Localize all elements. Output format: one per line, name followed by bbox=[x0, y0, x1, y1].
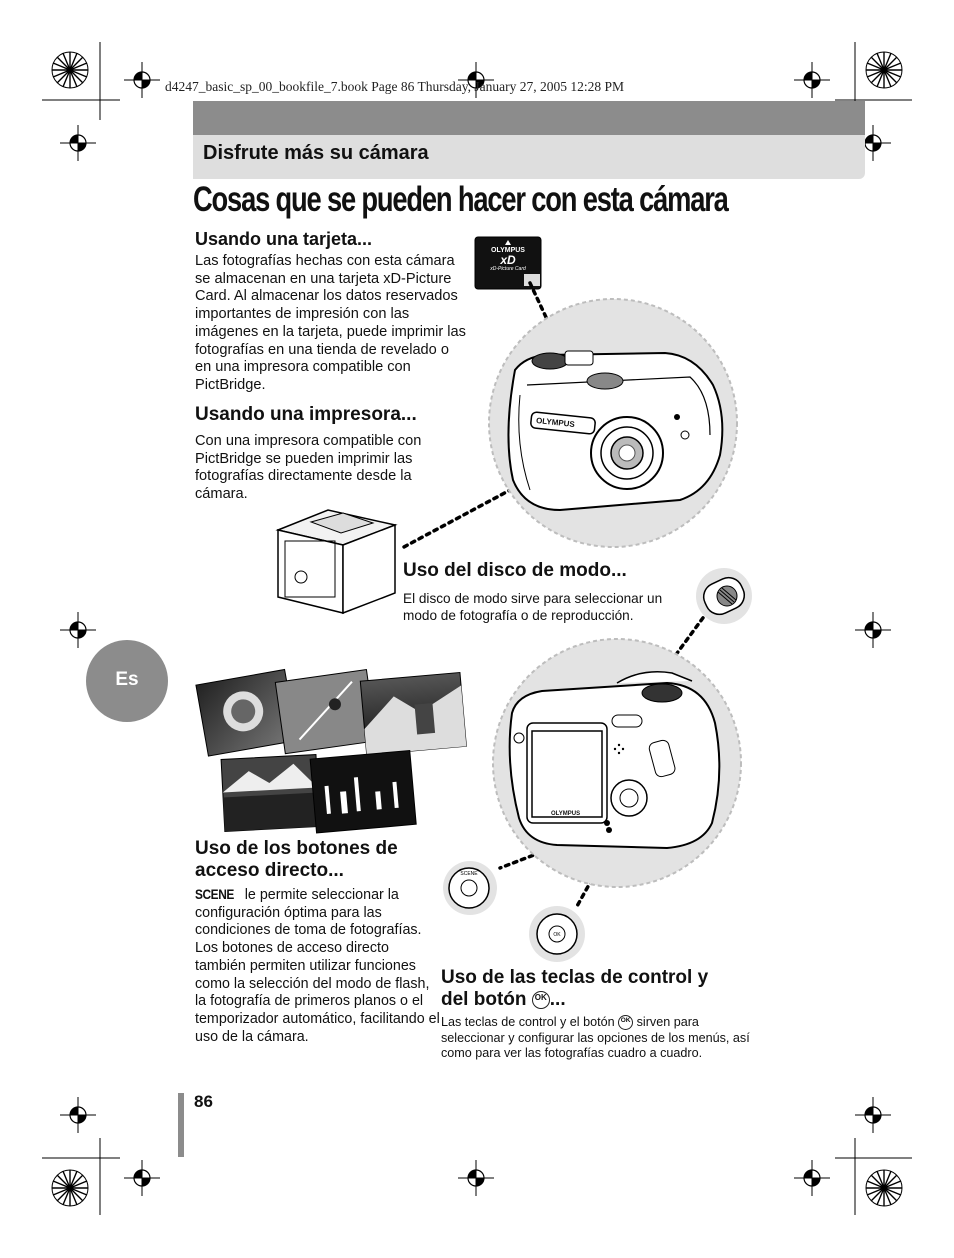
direct-buttons-heading-line1: Uso de los botones de bbox=[195, 838, 398, 859]
xd-card-illustration bbox=[474, 236, 542, 290]
control-keys-heading-line2 bbox=[441, 989, 566, 1011]
page-title: Cosas que se pueden hacer con esta cámara bbox=[193, 180, 728, 219]
photo-collage bbox=[195, 665, 470, 840]
scene-button-icon bbox=[442, 860, 498, 916]
svg-text:SCENE: SCENE bbox=[460, 871, 478, 877]
printer-illustration bbox=[273, 505, 403, 615]
direct-buttons-heading-line2: acceso directo... bbox=[195, 860, 344, 881]
card-body: Las fotografías hechas con esta cámara se almacenan en una tarjeta xD-Picture Card. Al almacenar los datos reservados importantes de impresión con las imágenes en la tarjeta, puede imprimir las fotografías en una tienda de revelado o en una impresora compatible con PictBridge. bbox=[195, 253, 466, 393]
svg-text:OK: OK bbox=[553, 932, 561, 938]
card-heading: Usando una tarjeta... bbox=[195, 229, 373, 249]
camera-back-illustration bbox=[467, 633, 767, 903]
card-logo: xD bbox=[500, 253, 516, 267]
mode-dial-body: El disco de modo sirve para seleccionar un modo de fotografía o de reproducción. bbox=[403, 591, 663, 623]
camera-front-brand: OLYMPUS bbox=[535, 415, 576, 430]
printer-body: Con una impresora compatible con PictBridge se pueden imprimir las fotografías directamente desde la cámara. bbox=[195, 433, 422, 503]
language-tab-label: Es bbox=[115, 669, 139, 690]
page-number: 86 bbox=[194, 1092, 213, 1111]
control-keys-body-post: sirven para seleccionar y configurar las opciones de los menús, así como para ver las fotografías cuadro a cuadro. bbox=[441, 1015, 750, 1060]
control-keys-body-pre: Las teclas de control y el botón bbox=[441, 1015, 615, 1029]
ok-inline-icon: OK bbox=[618, 1015, 633, 1030]
print-header: d4247_basic_sp_00_bookfile_7.book Page 86 Thursday, January 27, 2005 12:28 PM bbox=[165, 79, 624, 94]
card-sublabel: xD-Picture Card bbox=[490, 266, 526, 272]
direct-buttons-text: le permite seleccionar la configuración óptima para las condiciones de toma de fotografías. Los botones de acceso directo también permiten utilizar funciones como la selección del modo de flash, la fotografía de primeros planos o el temporizador automático, facilitando el uso de la cámara. bbox=[195, 887, 440, 1045]
header-bar bbox=[193, 101, 865, 135]
camera-back-brand: OLYMPUS bbox=[551, 811, 581, 817]
scene-word: SCENE bbox=[195, 886, 234, 902]
printer-heading: Usando una impresora... bbox=[195, 404, 417, 425]
section-title: Disfrute más su cámara bbox=[203, 142, 429, 164]
page-number-bar bbox=[178, 1093, 184, 1157]
mode-dial-icon bbox=[694, 566, 754, 626]
mode-dial-heading: Uso del disco de modo... bbox=[403, 560, 627, 581]
control-keys-heading-pre: del botón bbox=[441, 989, 527, 1010]
control-keys-heading-line1: Uso de las teclas de control y bbox=[441, 967, 709, 988]
control-keys-heading-post: ... bbox=[549, 989, 566, 1010]
ok-button-icon bbox=[528, 905, 586, 963]
card-brand-label: OLYMPUS bbox=[491, 247, 525, 254]
ok-heading-icon: OK bbox=[532, 991, 550, 1009]
direct-buttons-body bbox=[195, 886, 441, 1046]
camera-front-illustration bbox=[465, 295, 765, 555]
control-keys-body bbox=[441, 1015, 759, 1062]
